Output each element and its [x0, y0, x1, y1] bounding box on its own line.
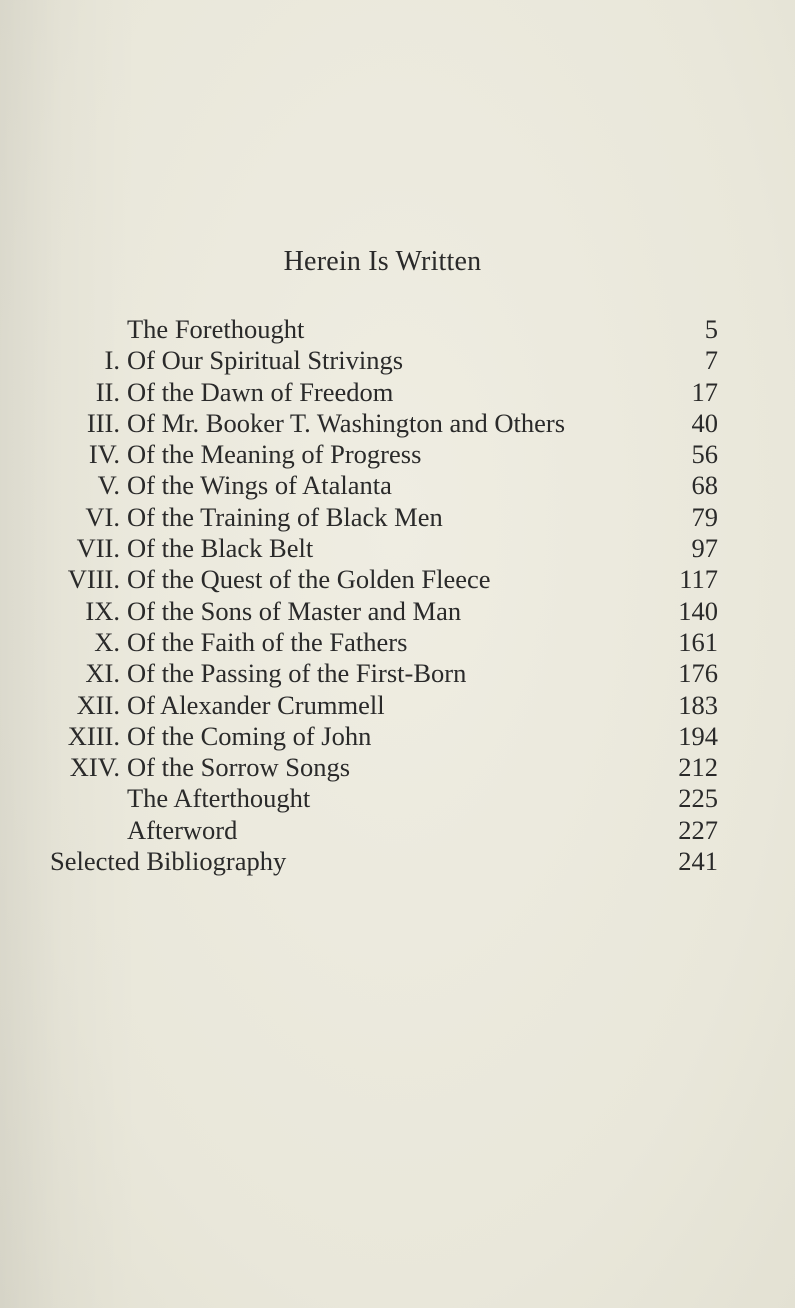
- page-number: 161: [678, 626, 718, 657]
- page-number: 7: [704, 345, 718, 376]
- toc-entry: [0, 846, 795, 877]
- toc-entry: [0, 752, 795, 783]
- chapter-title: Afterword: [127, 814, 238, 845]
- chapter-numeral: XI.: [85, 658, 120, 689]
- chapter-numeral: IV.: [88, 439, 120, 470]
- chapter-title: Of the Quest of the Golden Fleece: [127, 564, 491, 595]
- chapter-numeral: X.: [94, 626, 120, 657]
- toc-entry: [0, 533, 795, 564]
- chapter-numeral: XII.: [76, 689, 120, 720]
- chapter-title: The Forethought: [127, 314, 305, 344]
- chapter-title: Selected Bibliography: [50, 846, 287, 877]
- page-number: 183: [678, 689, 718, 720]
- chapter-title: Of the Sons of Master and Man: [127, 595, 462, 626]
- chapter-numeral: VIII.: [67, 564, 120, 595]
- toc-entry: [0, 408, 795, 439]
- chapter-numeral: II.: [95, 376, 120, 407]
- chapter-title: Of the Meaning of Progress: [127, 439, 422, 470]
- chapter-numeral: XIII.: [67, 720, 120, 751]
- chapter-title: Of the Training of Black Men: [127, 501, 443, 532]
- toc-entry: [0, 815, 795, 846]
- page-number: 17: [691, 376, 718, 407]
- contents-heading: Herein Is Written: [283, 246, 482, 277]
- toc-entry: [0, 721, 795, 752]
- chapter-title: Of the Coming of John: [127, 720, 372, 751]
- chapter-numeral: VI.: [85, 501, 120, 532]
- chapter-title: Of the Black Belt: [127, 533, 314, 564]
- chapter-title: Of the Faith of the Fathers: [127, 626, 408, 657]
- toc-entry: [0, 783, 795, 814]
- chapter-title: Of Alexander Crummell: [127, 689, 385, 720]
- chapter-numeral: I.: [104, 345, 120, 376]
- toc-entry: [0, 658, 795, 689]
- page-number: 68: [691, 470, 718, 501]
- chapter-title: Of Our Spiritual Strivings: [127, 345, 404, 376]
- toc-entry: [0, 439, 795, 470]
- page-number: 97: [691, 533, 718, 564]
- chapter-title: Of Mr. Booker T. Washington and Others: [127, 407, 566, 438]
- page-number: 40: [691, 407, 718, 438]
- toc-entry: [0, 502, 795, 533]
- page-number: 212: [678, 752, 718, 783]
- chapter-numeral: VII.: [76, 533, 120, 564]
- chapter-numeral: IX.: [85, 595, 120, 626]
- toc-entry: [0, 627, 795, 658]
- page-number: 176: [678, 658, 718, 689]
- chapter-numeral: V.: [97, 470, 120, 501]
- toc-entry: [0, 564, 795, 595]
- page-number: 241: [678, 846, 718, 877]
- page-number: 227: [678, 814, 718, 845]
- chapter-title: Of the Passing of the First-Born: [127, 658, 467, 689]
- page-number: 79: [691, 501, 718, 532]
- chapter-title: Of the Sorrow Songs: [127, 752, 351, 783]
- toc-entry: [0, 377, 795, 408]
- chapter-numeral: XIV.: [69, 752, 120, 783]
- table-of-contents: [0, 314, 795, 877]
- toc-entry: [0, 596, 795, 627]
- page-number: 140: [678, 595, 718, 626]
- toc-entry: [0, 345, 795, 376]
- page-number: 194: [678, 720, 718, 751]
- chapter-title: Of the Dawn of Freedom: [127, 376, 394, 407]
- chapter-title: Of the Wings of Atalanta: [127, 470, 392, 501]
- chapter-numeral: III.: [86, 407, 120, 438]
- toc-entry: [0, 690, 795, 721]
- page-number: 5: [704, 314, 718, 344]
- toc-entry: [0, 470, 795, 501]
- toc-entry: [0, 314, 795, 345]
- page-number: 56: [691, 439, 718, 470]
- page-number: 225: [678, 783, 718, 814]
- page-number: 117: [679, 564, 718, 595]
- chapter-title: The Afterthought: [127, 783, 311, 814]
